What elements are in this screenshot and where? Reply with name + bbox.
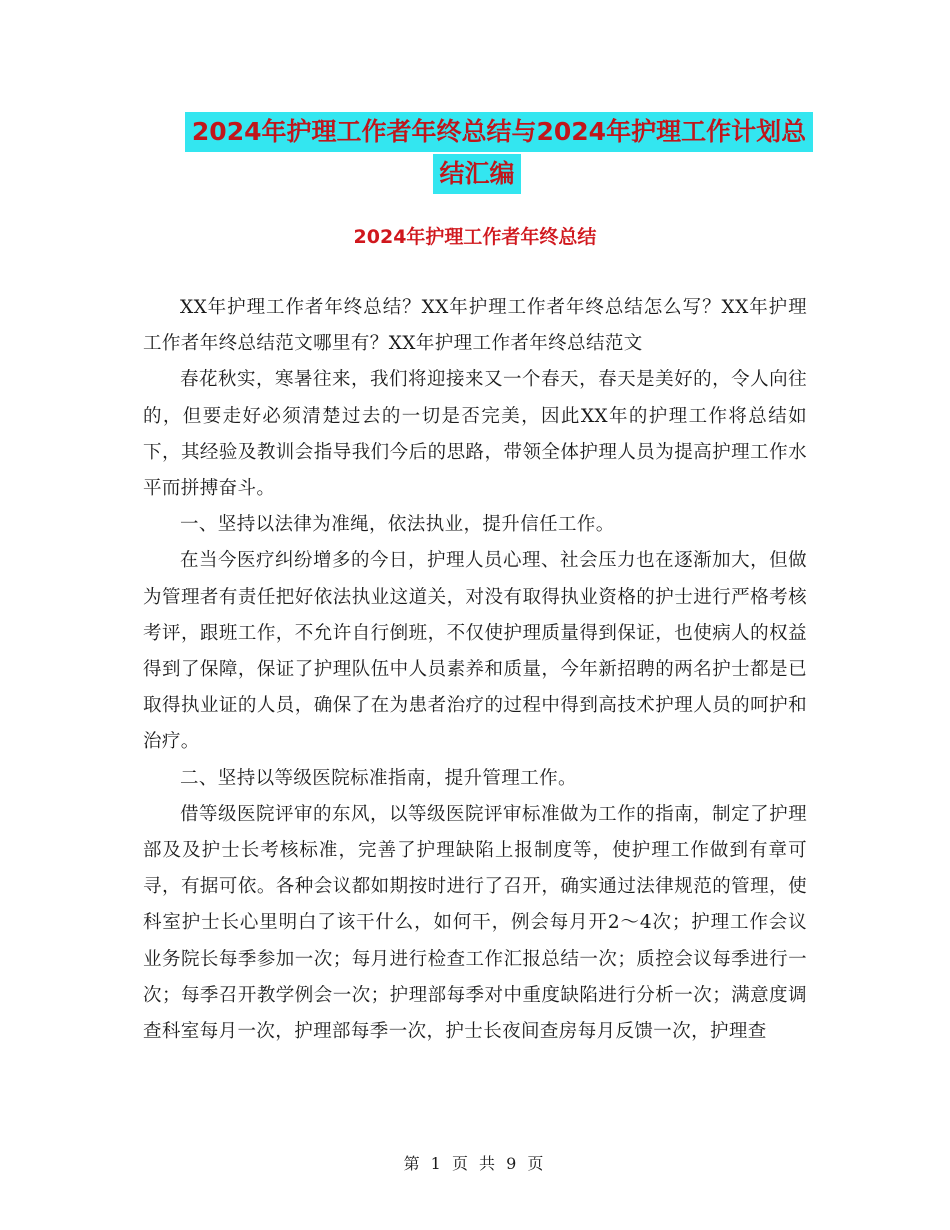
paragraph-opening: 春花秋实，寒暑往来，我们将迎接来又一个春天，春天是美好的，令人向往的，但要走好必须清楚过去的一切是否完美，因此XX年的护理工作将总结如下，其经验及教训会指导我们今后的思路，带领全体护理人员为提高护理工作水平而拼搏奋斗。 [143, 369, 807, 500]
paragraph-section-2: 借等级医院评审的东风，以等级医院评审标准做为工作的指南，制定了护理部及及护士长考核标准，完善了护理缺陷上报制度等，使护理工作做到有章可寻，有据可依。各种会议都如期按时进行了召开，确实通过法律规范的管理，使科室护士长心里明白了该干什么，如何干，例会每月开2～4次；护理工作会议业务院长每季参加一次；每月进行检查工作汇报总结一次；质控会议每季进行一次；每季召开教学例会一次；护理部每季对中重度缺陷进行分析一次；满意度调查科室每月一次，护理部每季一次，护士长夜间查房每月反馈一次，护理查 [143, 803, 807, 1043]
document-body [143, 290, 807, 1050]
heading-section-1: 一、坚持以法律为准绳，依法执业，提升信任工作。 [180, 514, 615, 536]
paragraph-section-1: 在当今医疗纠纷增多的今日，护理人员心理、社会压力也在逐渐加大，但做为管理者有责任把好依法执业这道关，对没有取得执业资格的护士进行严格考核考评，跟班工作，不允许自行倒班，不仅使护理质量得到保证，也使病人的权益得到了保障，保证了护理队伍中人员素养和质量，今年新招聘的两名护士都是已取得执业证的人员，确保了在为患者治疗的过程中得到高技术护理人员的呵护和治疗。 [143, 550, 807, 753]
document-title-line-2: 结汇编 [433, 154, 521, 194]
heading-section-2: 二、坚持以等级医院标准指南，提升管理工作。 [180, 767, 577, 789]
page-footer: 第 1 页 共 9 页 [403, 1154, 547, 1173]
paragraph-intro: XX年护理工作者年终总结？XX年护理工作者年终总结怎么写？XX年护理工作者年终总结范文哪里有？XX年护理工作者年终总结范文 [143, 297, 807, 355]
section-title: 2024年护理工作者年终总结 [353, 226, 597, 248]
document-title-line-1: 2024年护理工作者年终总结与2024年护理工作计划总 [185, 112, 813, 152]
